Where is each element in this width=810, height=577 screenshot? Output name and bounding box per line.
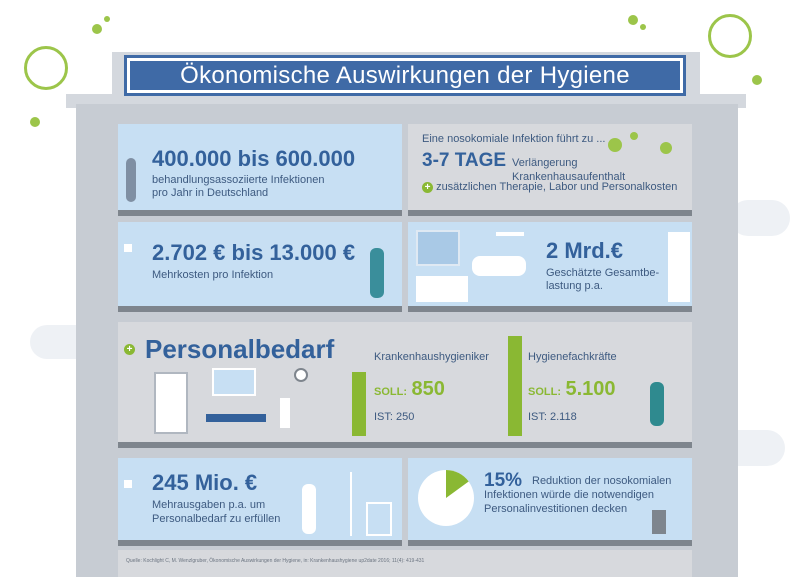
title-banner <box>127 58 683 93</box>
door-icon <box>154 372 188 434</box>
mother-child-icon <box>650 382 664 426</box>
floor <box>408 306 692 312</box>
total-burden-sub1: Geschätzte Gesamtbe- <box>546 267 660 279</box>
outlet-icon <box>124 244 132 252</box>
days-value: 3-7 TAGE <box>422 150 507 171</box>
additional-spend-sub1: Mehrausgaben p.a. um <box>152 499 266 511</box>
doctor-icon <box>302 484 316 534</box>
hygiene-staff-pillar <box>508 336 522 436</box>
hygienist-label: Krankenhaushygieniker <box>374 351 489 363</box>
hygiene-staff-soll-value: 5.100 <box>565 378 616 400</box>
cabinet-icon <box>416 230 460 266</box>
infections-sub2: pro Jahr in Deutschland <box>152 187 269 199</box>
hygienist-soll-label: SOLL: <box>374 386 407 398</box>
page-title: Ökonomische Auswirkungen der Hygiene <box>180 61 630 89</box>
floor <box>118 540 402 546</box>
days-intro: Eine nosokomiale Infektion führt zu ... <box>422 133 606 145</box>
additional-spend-sub2: Personalbedarf zu erfüllen <box>152 513 281 525</box>
panel-total-burden <box>408 222 692 306</box>
extra-costs-sub: Mehrkosten pro Infektion <box>152 269 274 281</box>
staff-heading-row <box>124 334 334 365</box>
outlet-icon <box>124 480 132 488</box>
drawer-unit-icon <box>416 276 468 302</box>
medical-cart-icon <box>366 502 392 536</box>
source-strip <box>118 550 692 577</box>
hygiene-staff-soll-row <box>528 378 616 401</box>
source-note: Quelle: Kochlight C, M. Wenzlgruber, Ökonomische Auswirkungen der Hygiene, in: Krankenhaushygiene up2date 2016; 11(4): 419-431 <box>126 558 425 564</box>
waiting-bench-icon <box>206 414 266 422</box>
days-plus-text: zusätzlichen Therapie, Labor und Personalkosten <box>436 181 678 193</box>
spore-icon <box>660 142 672 154</box>
floor <box>408 210 692 216</box>
total-burden-sub2: lastung p.a. <box>546 280 603 292</box>
shelf-icon <box>668 232 690 302</box>
hygienist-ist: IST: 250 <box>374 411 415 423</box>
spore-icon <box>640 24 646 30</box>
hygiene-staff-ist: IST: 2.118 <box>528 411 577 423</box>
hygiene-staff-label: Hygienefachkräfte <box>528 351 617 363</box>
panel-staff-need <box>118 322 692 442</box>
staff-heading: Personalbedarf <box>145 334 335 364</box>
virus-icon <box>708 14 752 58</box>
infections-count: 400.000 bis 600.000 <box>152 146 356 171</box>
days-after: Verlängerung Krankenhausaufenthalt <box>512 157 626 183</box>
clock-icon <box>294 368 308 382</box>
plus-icon: + <box>422 182 433 193</box>
spore-icon <box>608 138 622 152</box>
reduction-sub2: Infektionen würde die notwendigen <box>484 489 655 501</box>
days-plus-row <box>422 180 677 194</box>
spore-icon <box>628 15 638 25</box>
total-burden-value: 2 Mrd.€ <box>546 238 624 263</box>
plus-icon: + <box>124 344 135 355</box>
floor <box>118 306 402 312</box>
spore-icon <box>752 75 762 85</box>
office-chair-icon <box>652 510 666 534</box>
panel-infections <box>118 124 402 210</box>
reduction-sub3: Personalinvestitionen decken <box>484 503 628 515</box>
panel-reduction <box>408 458 692 540</box>
virus-icon <box>24 46 68 90</box>
panel-extra-costs <box>118 222 402 306</box>
hygiene-staff-soll-label: SOLL: <box>528 386 561 398</box>
panel-days <box>408 124 692 210</box>
panel-additional-spend <box>118 458 402 540</box>
spore-icon <box>92 24 102 34</box>
reduction-value: 15% <box>484 470 523 491</box>
spore-icon <box>30 117 40 127</box>
hygienist-soll-value: 850 <box>411 378 445 400</box>
cleaner-person-icon <box>370 248 384 298</box>
window-icon <box>212 368 256 396</box>
extra-costs-value: 2.702 € bis 13.000 € <box>152 240 356 265</box>
reduction-pie-chart <box>416 468 476 528</box>
spore-icon <box>630 132 638 140</box>
floor <box>118 442 692 448</box>
hygienist-soll-row <box>374 378 445 401</box>
floor <box>408 540 692 546</box>
person-icon <box>126 158 136 202</box>
infections-sub1: behandlungsassoziierte Infektionen <box>152 174 325 186</box>
patient-chair-icon <box>472 256 526 276</box>
additional-spend-value: 245 Mio. € <box>152 470 258 495</box>
lamp-icon <box>496 232 524 236</box>
floor <box>118 210 402 216</box>
reduction-sub1: Reduktion der nosokomialen <box>532 475 672 487</box>
hygienist-pillar <box>352 372 366 436</box>
cloud-right <box>730 200 790 236</box>
spore-icon <box>104 16 110 22</box>
plant-icon <box>280 398 290 428</box>
iv-stand-icon <box>350 472 352 536</box>
